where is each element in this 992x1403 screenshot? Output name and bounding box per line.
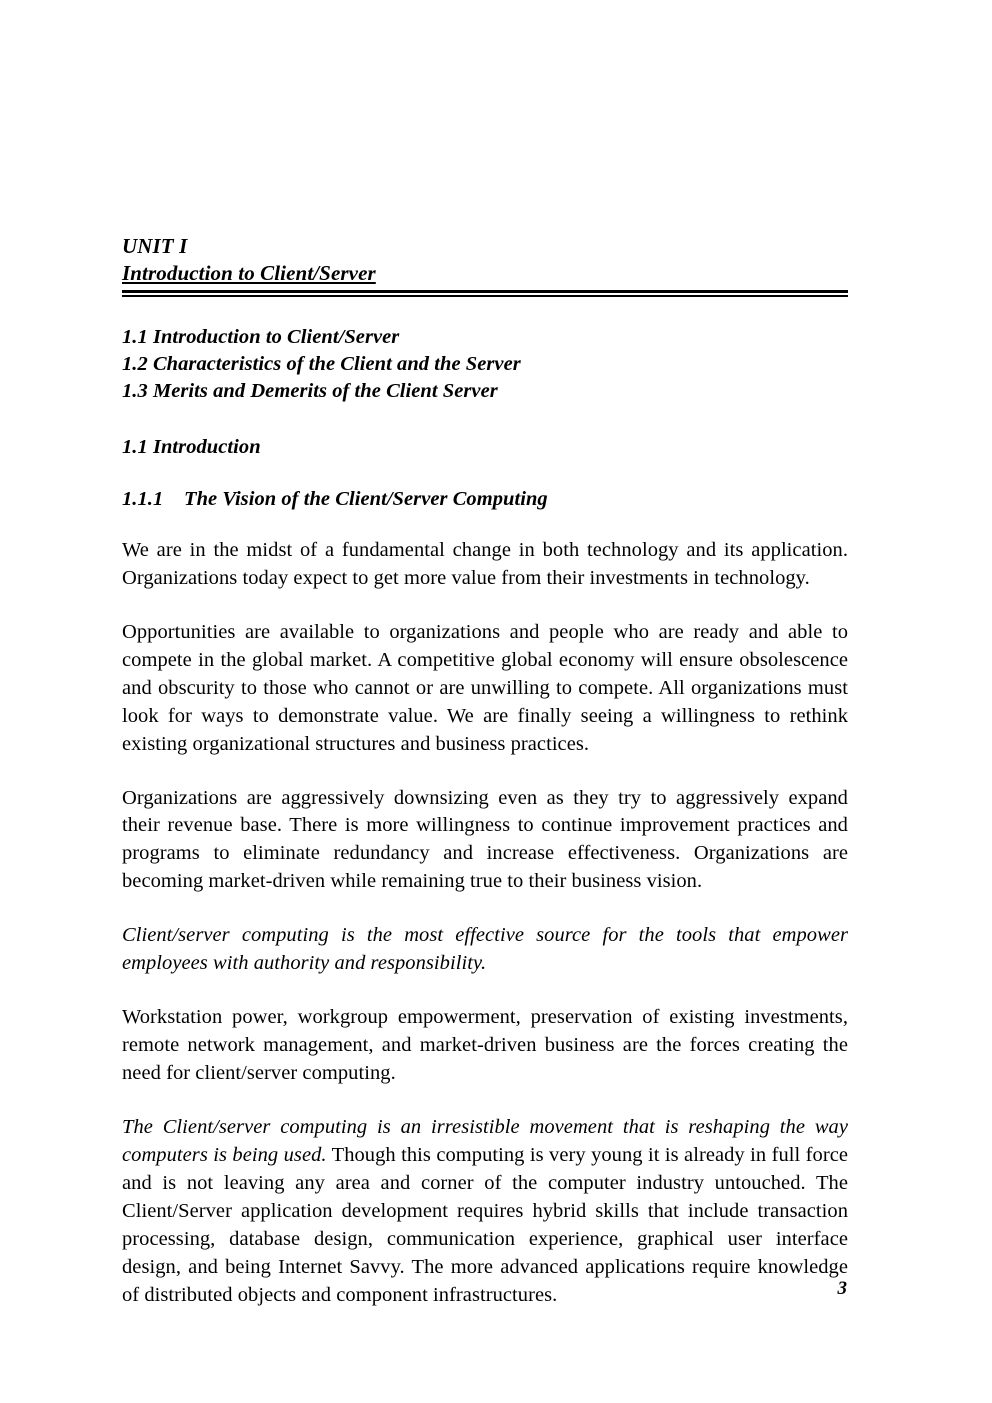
- unit-title-block: [122, 260, 848, 296]
- header-rule-thin: [122, 295, 848, 297]
- body-paragraph: We are in the midst of a fundamental change in both technology and its application. Organizations today expect to get more value from their investments in technology.: [122, 538, 848, 589]
- toc-item: 1.3 Merits and Demerits of the Client Server: [122, 379, 498, 402]
- subsection-number: 1.1.1: [122, 487, 164, 510]
- body-paragraph: Workstation power, workgroup empowerment, preservation of existing investments, remote network management, and market-driven business are the forces creating the need for client/server computing.: [122, 1006, 848, 1085]
- body-paragraph-italic: Client/server computing is the most effective source for the tools that empower employees with authority and responsibility.: [122, 924, 848, 975]
- section-heading: 1.1 Introduction: [122, 435, 261, 458]
- unit-label: UNIT I: [122, 234, 188, 258]
- table-of-contents: [122, 324, 848, 405]
- subsection-heading: [122, 488, 848, 511]
- subsection-title: The Vision of the Client/Server Computing: [184, 487, 548, 510]
- paragraph-roman-rest: Though this computing is very young it is already in full force and is not leaving any area and corner of the computer industry untouched. The Client/Server application development requires hybrid skills that include transaction processing, database design, communication experience, graphical user interface design, and being Internet Savvy. The more advanced applications require knowledge of distributed objects and component infrastructures.: [122, 1144, 848, 1307]
- body-paragraph: Organizations are aggressively downsizing even as they try to aggressively expand their revenue base. There is more willingness to continue improvement practices and programs to eliminate redundancy and increase effectiveness. Organizations are becoming market-driven while remaining true to their business vision.: [122, 786, 848, 893]
- paragraph-italic-lead: The Client/server computing is an irresistible movement that is reshaping the way computers is being used.: [122, 1116, 848, 1167]
- toc-item: 1.1 Introduction to Client/Server: [122, 325, 400, 348]
- body-paragraph: Opportunities are available to organizations and people who are ready and able to compete in the global market. A competitive global economy will ensure obsolescence and obscurity to those who cannot or are unwilling to compete. All organizations must look for ways to demonstrate value. We are finally seeing a willingness to rethink existing organizational structures and business practices.: [122, 620, 848, 755]
- unit-title: Introduction to Client/Server: [122, 261, 376, 286]
- page-content: [122, 233, 848, 1331]
- header-rule-thick: [122, 290, 848, 293]
- page-number: 3: [837, 1278, 847, 1299]
- body-paragraph-mixed: [122, 1114, 848, 1310]
- toc-item: 1.2 Characteristics of the Client and the Server: [122, 352, 521, 375]
